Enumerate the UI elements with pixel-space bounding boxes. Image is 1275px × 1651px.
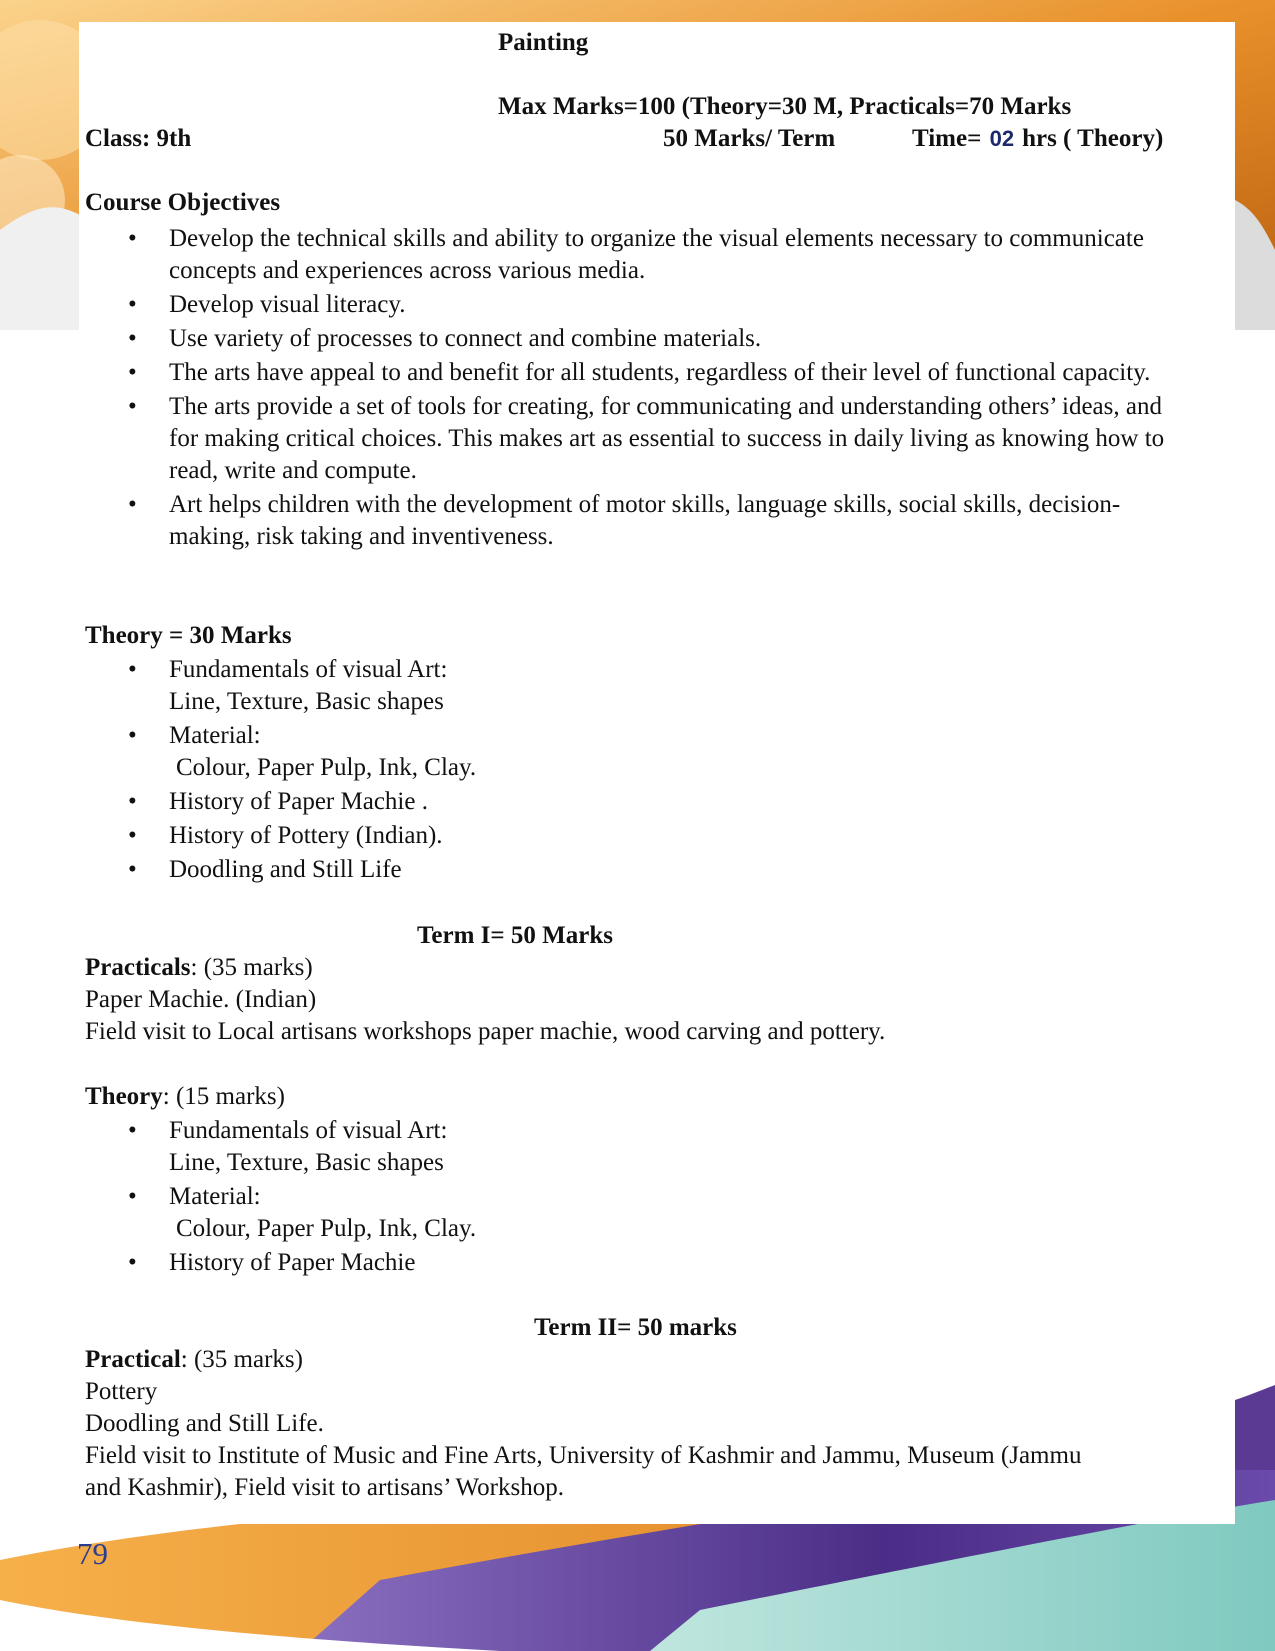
theory-label: Theory: [85, 1083, 163, 1110]
time-label: Time=: [912, 125, 982, 152]
practicals-label: Practicals: [85, 954, 191, 981]
term1-heading: Term I= 50 Marks: [417, 922, 613, 949]
term2-practical: [85, 1344, 303, 1376]
list-item: • Fundamentals of visual Art: Line, Texture, Basic shapes: [128, 1117, 448, 1176]
list-item: • History of Paper Machie: [128, 1249, 416, 1276]
course-objectives-heading: Course Objectives: [85, 189, 281, 216]
time-value: 02: [989, 126, 1015, 151]
list-item: • The arts provide a set of tools for creating, for communicating and understanding others’ ideas, and for making critical choices. This makes art as essential to success in daily living as knowing how to read, write and compute.: [128, 393, 1165, 484]
list-item: • The arts have appeal to and benefit for all students, regardless of their level of functional capacity.: [128, 359, 1151, 386]
time-unit: hrs ( Theory): [1022, 125, 1164, 152]
theory-heading: Theory = 30 Marks: [85, 622, 292, 649]
term1-theory-list: [85, 1115, 1195, 1279]
list-item: • Material: Colour, Paper Pulp, Ink, Clay.: [128, 1183, 477, 1242]
list-item: • Doodling and Still Life: [128, 856, 402, 883]
page-title: Painting: [498, 29, 589, 56]
list-item: • Develop visual literacy.: [128, 291, 406, 318]
list-item: • Develop the technical skills and ability to organize the visual elements necessary to communicate concepts and experiences across various media.: [128, 225, 1144, 284]
term1-practicals: [85, 952, 313, 984]
term2-heading: Term II= 50 marks: [534, 1314, 737, 1341]
list-item: • Use variety of processes to connect and combine materials.: [128, 325, 762, 352]
paragraph-line: Paper Machie. (Indian): [85, 986, 317, 1013]
time-info: [912, 123, 1163, 155]
practical-marks: : (35 marks): [180, 1346, 303, 1373]
list-item: • History of Paper Machie .: [128, 788, 428, 815]
list-item: • Art helps children with the development of motor skills, language skills, social skills, decision-making, risk taking and inventiveness.: [128, 491, 1121, 550]
paragraph-line: Field visit to Local artisans workshops paper machie, wood carving and pottery.: [85, 1018, 886, 1045]
paragraph-line: and Kashmir), Field visit to artisans’ Workshop.: [85, 1474, 564, 1501]
practical-label: Practical: [85, 1346, 181, 1373]
list-item: • History of Pottery (Indian).: [128, 822, 443, 849]
max-marks: Max Marks=100 (Theory=30 M, Practicals=70 Marks: [498, 93, 1072, 120]
class-label: Class: 9th: [85, 125, 192, 152]
term1-theory: [85, 1081, 285, 1113]
paragraph-line: Doodling and Still Life.: [85, 1410, 324, 1437]
paragraph-line: Field visit to Institute of Music and Fine Arts, University of Kashmir and Jammu, Museum (Jammu: [85, 1442, 1082, 1469]
practicals-marks: : (35 marks): [190, 954, 313, 981]
marks-per-term: 50 Marks/ Term: [663, 125, 836, 152]
page-number: 79: [77, 1536, 108, 1571]
theory-list: [85, 654, 1195, 886]
objectives-list: [85, 223, 1195, 553]
list-item: • Material: Colour, Paper Pulp, Ink, Clay.: [128, 722, 477, 781]
theory-marks: : (15 marks): [162, 1083, 285, 1110]
list-item: • Fundamentals of visual Art: Line, Texture, Basic shapes: [128, 656, 448, 715]
paragraph-line: Pottery: [85, 1378, 158, 1405]
